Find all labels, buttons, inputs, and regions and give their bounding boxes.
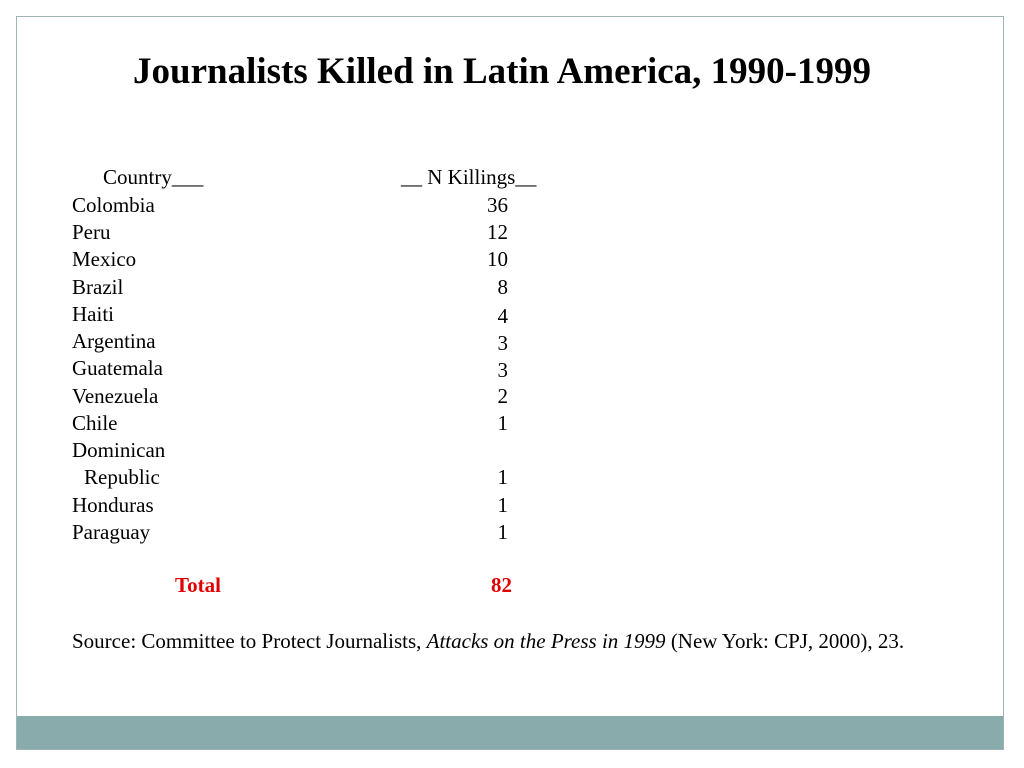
table-row-killings: 36 (487, 193, 508, 217)
table-row-country: Peru (72, 220, 111, 244)
table-row-country: Brazil (72, 275, 124, 299)
table-row-country: Venezuela (72, 384, 159, 408)
source-citation (72, 629, 983, 654)
table-row-country: Paraguay (72, 520, 151, 544)
total-label: Total (175, 573, 221, 597)
table-row-killings: 12 (487, 220, 508, 244)
table-row-killings: 1 (497, 411, 508, 435)
table-row-killings: 1 (497, 493, 508, 517)
table-row-country: Mexico (72, 247, 137, 271)
footer-bar (17, 716, 1003, 749)
table-row-killings: 1 (497, 520, 508, 544)
slide-title: Journalists Killed in Latin America, 1990-1999 (133, 51, 871, 92)
table-row-killings: 3 (497, 331, 508, 355)
table-row-killings: 2 (497, 384, 508, 408)
table-row-country: Chile (72, 411, 118, 435)
table-row-country: Guatemala (72, 356, 163, 380)
source-work-title: Attacks on the Press in 1999 (426, 629, 666, 653)
table-row-killings: 10 (487, 247, 508, 271)
source-prefix: Source: Committee to Protect Journalists, (72, 629, 427, 653)
table-row-killings: 3 (497, 358, 508, 382)
table-row-country: Argentina (72, 329, 156, 353)
table-row-killings: 4 (497, 304, 508, 328)
table-row-country: Honduras (72, 493, 154, 517)
column-header-killings: __ N Killings__ (401, 165, 537, 189)
table-row-country: Republic (84, 465, 160, 489)
table-row-country: Haiti (72, 302, 114, 326)
table-row-country: Dominican (72, 438, 166, 462)
table-row-killings: 1 (497, 465, 508, 489)
table-row-killings: 8 (497, 275, 508, 299)
total-value: 82 (491, 573, 512, 597)
source-suffix: (New York: CPJ, 2000), 23. (665, 629, 905, 653)
column-header-country: Country___ (103, 165, 204, 189)
table-row-country: Colombia (72, 193, 155, 217)
